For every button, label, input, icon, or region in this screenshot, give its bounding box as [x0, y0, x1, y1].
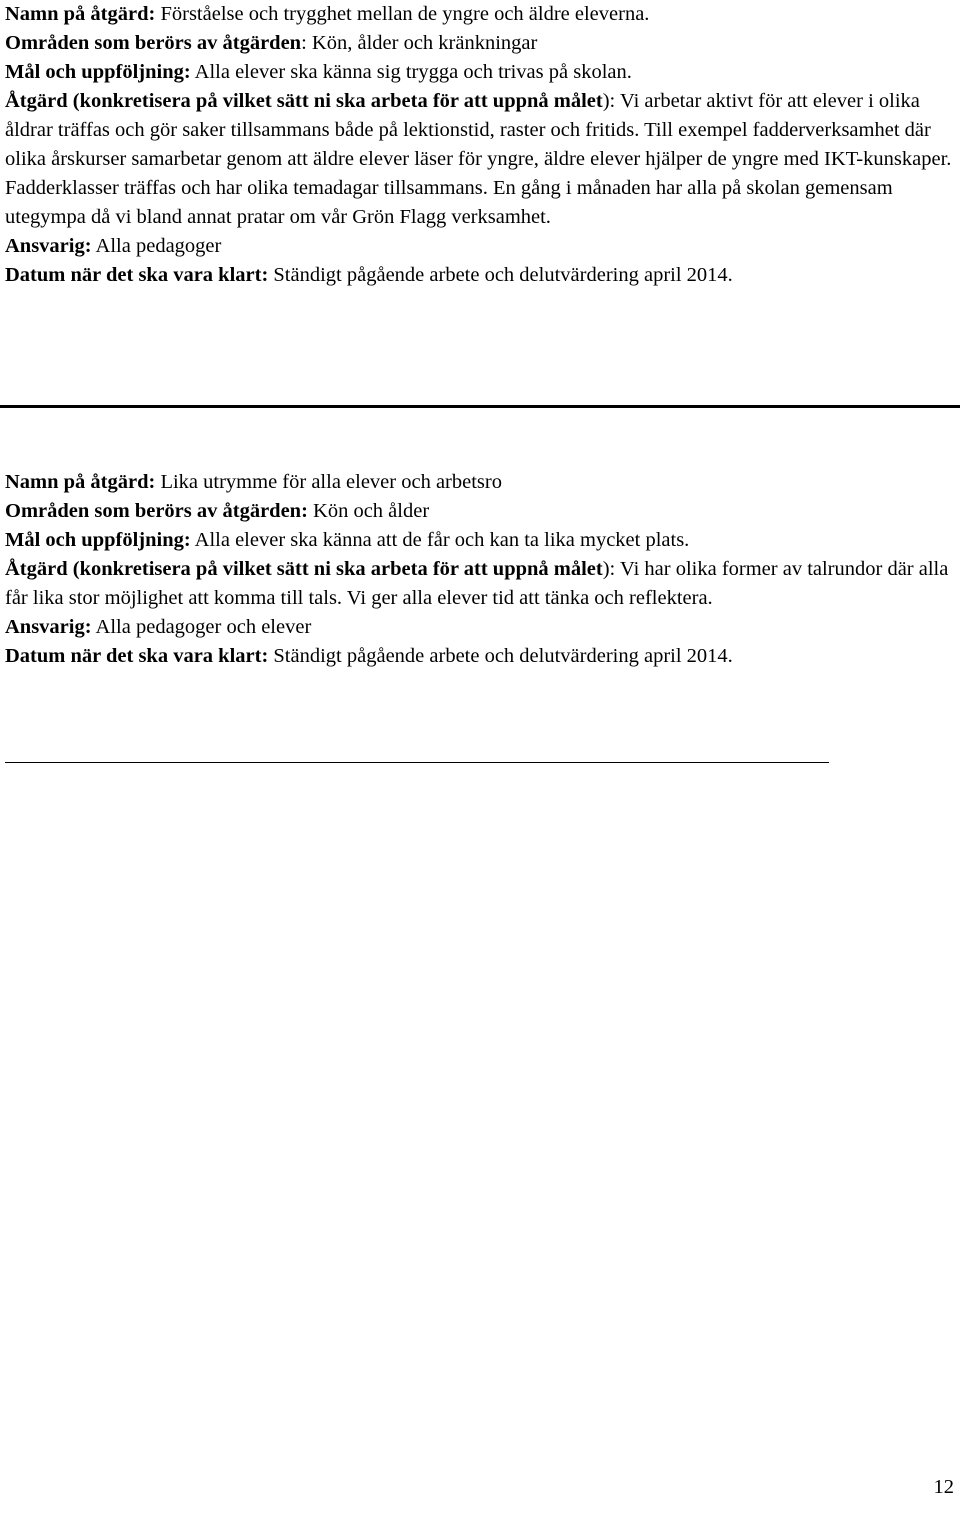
action-section-1: [5, 0, 955, 290]
goal-row: [5, 526, 955, 555]
action-name-label: Namn på åtgärd:: [5, 3, 156, 25]
affected-areas-value: Kön och ålder: [307, 500, 430, 522]
action-description-value: ): Vi har olika former av talrundor där alla får lika stor möjlighet att komma till tals. Vi ger alla elever tid att tänka och reflektera.: [5, 558, 949, 609]
section-end-rule: [5, 762, 829, 763]
affected-areas-value: : Kön, ålder och kränkningar: [301, 32, 538, 54]
action-section-2: [5, 468, 955, 671]
responsible-label: Ansvarig:: [5, 235, 92, 257]
goal-row: [5, 58, 955, 87]
goal-label: Mål och uppföljning:: [5, 61, 191, 83]
deadline-label: Datum när det ska vara klart:: [5, 264, 269, 286]
responsible-row: [5, 613, 955, 642]
action-name-value: Lika utrymme för alla elever och arbetsro: [155, 471, 502, 493]
action-name-row: [5, 468, 955, 497]
affected-areas-label: Områden som berörs av åtgärden:: [5, 500, 308, 522]
deadline-row: [5, 642, 955, 671]
deadline-value: Ständigt pågående arbete och delutvärdering april 2014.: [268, 645, 733, 667]
responsible-value: Alla pedagoger och elever: [91, 616, 312, 638]
deadline-value: Ständigt pågående arbete och delutvärdering april 2014.: [268, 264, 733, 286]
responsible-label: Ansvarig:: [5, 616, 92, 638]
deadline-label: Datum när det ska vara klart:: [5, 645, 269, 667]
action-name-label: Namn på åtgärd:: [5, 471, 156, 493]
responsible-row: [5, 232, 955, 261]
action-description-row: [5, 555, 955, 613]
action-description-row: [5, 87, 955, 232]
deadline-row: [5, 261, 955, 290]
page-number: 12: [933, 1476, 954, 1498]
affected-areas-label: Områden som berörs av åtgärden: [5, 32, 302, 54]
goal-label: Mål och uppföljning:: [5, 529, 191, 551]
affected-areas-row: [5, 29, 955, 58]
action-description-label: Åtgärd (konkretisera på vilket sätt ni ska arbeta för att uppnå målet: [5, 558, 603, 580]
action-description-value: ): Vi arbetar aktivt för att elever i olika åldrar träffas och gör saker tillsammans både på lektionstid, raster och fritids. Till exempel fadderverksamhet där olika årskurser samarbetar genom att äldre elever läser för yngre, äldre elever hjälper de yngre med IKT-kunskaper. Fadderklasser träffas och har olika temadagar tillsammans. En gång i månaden har alla på skolan gemensam utegympa då vi bland annat pratar om vår Grön Flagg verksamhet.: [5, 90, 952, 228]
action-description-label: Åtgärd (konkretisera på vilket sätt ni ska arbeta för att uppnå målet: [5, 90, 603, 112]
action-name-row: [5, 0, 955, 29]
action-name-value: Förståelse och trygghet mellan de yngre och äldre eleverna.: [155, 3, 650, 25]
responsible-value: Alla pedagoger: [91, 235, 222, 257]
goal-value: Alla elever ska känna sig trygga och trivas på skolan.: [190, 61, 632, 83]
section-divider: [0, 405, 960, 408]
goal-value: Alla elever ska känna att de får och kan ta lika mycket plats.: [190, 529, 690, 551]
affected-areas-row: [5, 497, 955, 526]
